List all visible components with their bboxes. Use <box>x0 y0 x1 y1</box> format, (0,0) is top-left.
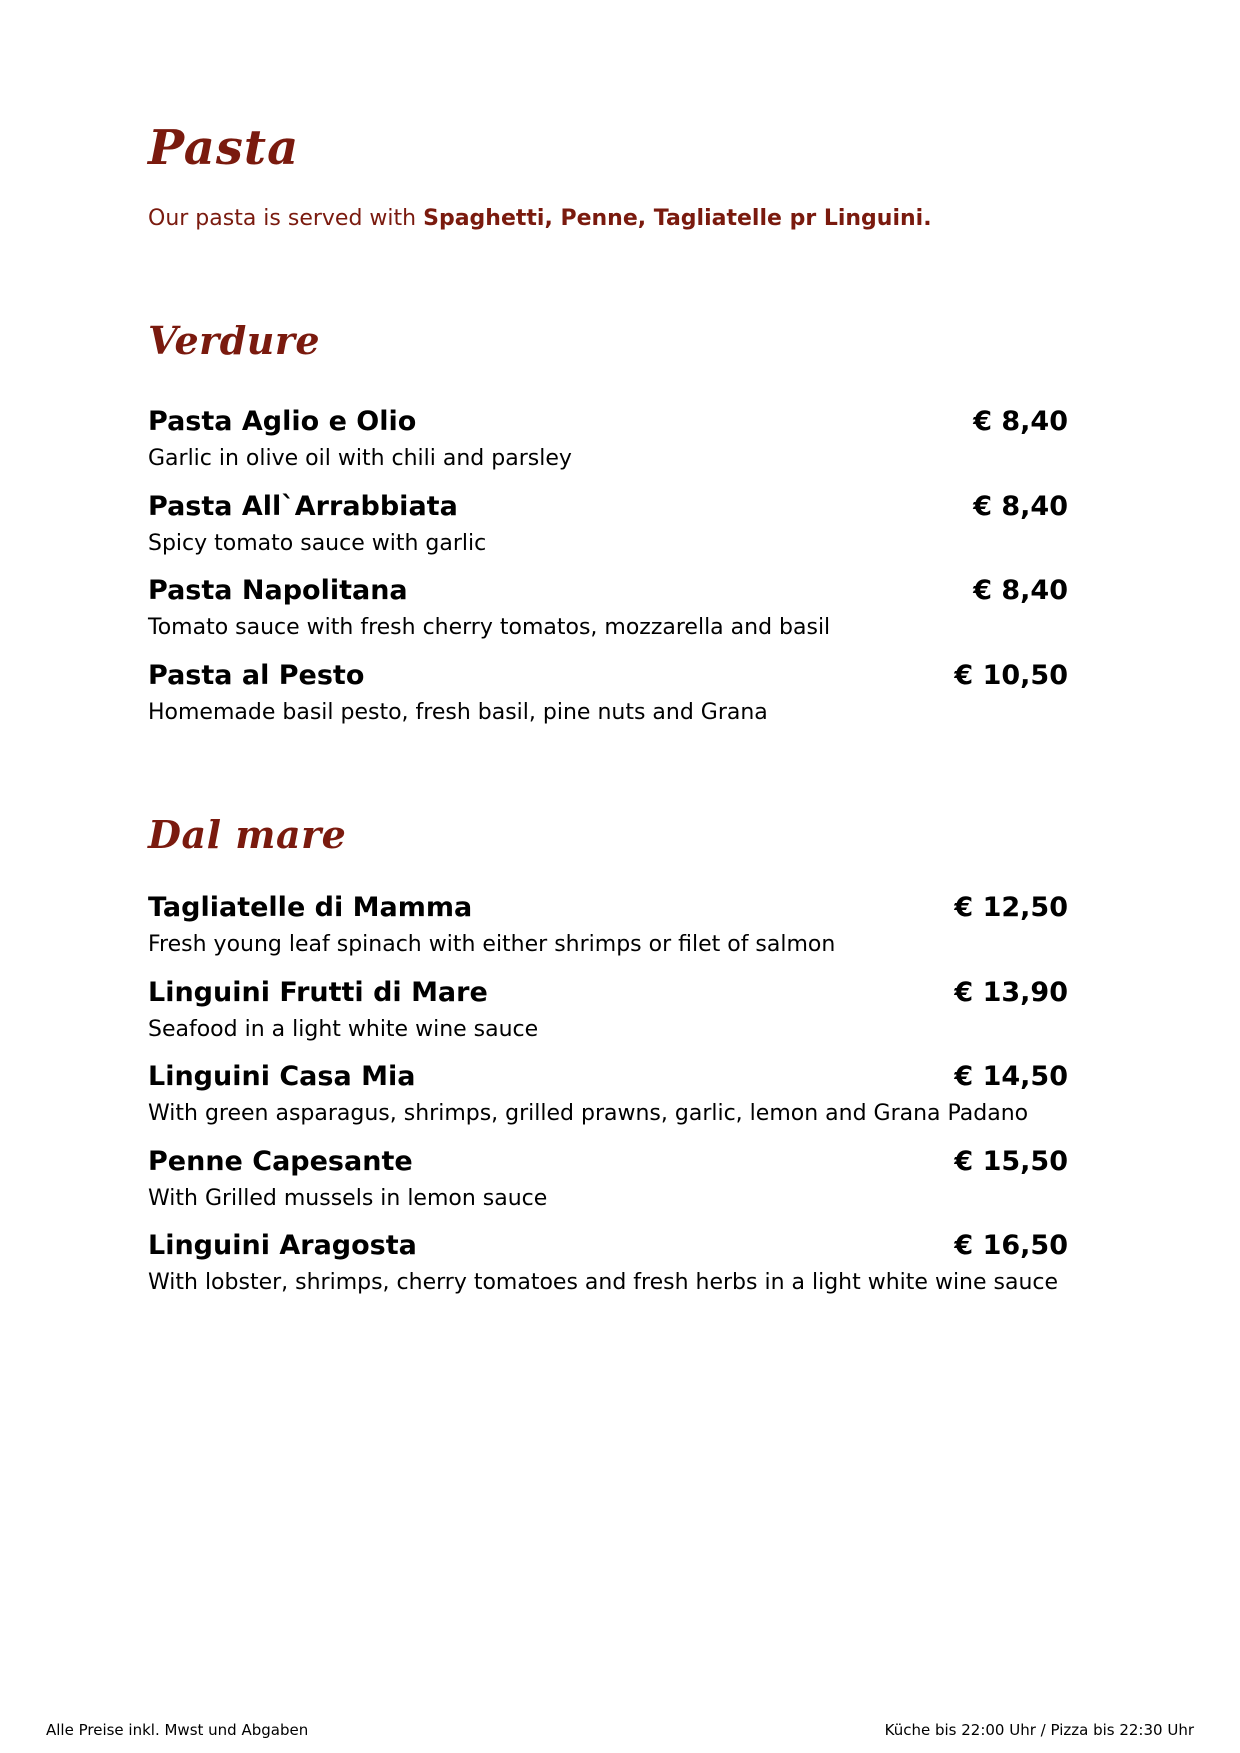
dish-description: Tomato sauce with fresh cherry tomatos, mozzarella and basil <box>148 615 831 640</box>
footer-kitchen-hours: Küche bis 22:00 Uhr / Pizza bis 22:30 Uhr <box>884 1721 1194 1739</box>
menu-item <box>148 575 1088 660</box>
dish-price: € 16,50 <box>954 1230 1068 1261</box>
dish-description: Spicy tomato sauce with garlic <box>148 530 487 556</box>
dish-name: Pasta Aglio e Olio <box>148 406 417 437</box>
menu-item <box>148 660 1088 745</box>
menu-item <box>148 977 1088 1062</box>
dish-name: Penne Capesante <box>148 1145 413 1177</box>
dish-price: € 8,40 <box>973 490 1068 522</box>
dish-description: With green asparagus, shrimps, grilled prawns, garlic, lemon and Grana Padano <box>148 1101 1029 1126</box>
dish-description: With Grilled mussels in lemon sauce <box>148 1185 548 1211</box>
dish-price: € 15,50 <box>954 1145 1068 1177</box>
intro-text <box>148 206 932 231</box>
menu-item <box>148 1061 1088 1146</box>
dish-description: Homemade basil pesto, fresh basil, pine nuts and Grana <box>148 699 768 725</box>
dish-price: € 14,50 <box>954 1061 1068 1092</box>
intro-prefix: Our pasta is served with <box>148 206 424 231</box>
dish-price: € 8,40 <box>973 406 1068 437</box>
menu-item <box>148 892 1088 977</box>
dish-name: Pasta All`Arrabbiata <box>148 490 458 522</box>
section-title-dal-mare: Dal mare <box>148 812 347 857</box>
menu-item <box>148 1146 1088 1231</box>
dish-description: Garlic in olive oil with chili and parsley <box>148 446 572 471</box>
dish-price: € 12,50 <box>954 892 1068 923</box>
footer-price-note: Alle Preise inkl. Mwst und Abgaben <box>46 1721 309 1739</box>
dish-description: Fresh young leaf spinach with either shrimps or filet of salmon <box>148 932 836 957</box>
dish-name: Pasta Napolitana <box>148 575 408 606</box>
menu-list-dal-mare <box>148 892 1088 1315</box>
page-title: Pasta <box>148 120 300 176</box>
intro-highlight: Spaghetti, Penne, Tagliatelle pr Linguini. <box>423 206 932 231</box>
menu-item <box>148 406 1088 491</box>
dish-name: Linguini Aragosta <box>148 1230 417 1261</box>
dish-price: € 10,50 <box>954 659 1068 691</box>
dish-name: Linguini Frutti di Mare <box>148 976 488 1008</box>
dish-name: Tagliatelle di Mamma <box>148 892 473 923</box>
dish-description: Seafood in a light white wine sauce <box>148 1016 539 1042</box>
dish-description: With lobster, shrimps, cherry tomatoes and fresh herbs in a light white wine sauce <box>148 1270 1059 1295</box>
menu-item <box>148 491 1088 576</box>
dish-price: € 13,90 <box>954 976 1068 1008</box>
dish-price: € 8,40 <box>973 575 1068 606</box>
menu-list-verdure <box>148 406 1088 744</box>
section-title-verdure: Verdure <box>148 318 321 363</box>
dish-name: Linguini Casa Mia <box>148 1061 416 1092</box>
dish-name: Pasta al Pesto <box>148 659 365 691</box>
menu-item <box>148 1230 1088 1315</box>
